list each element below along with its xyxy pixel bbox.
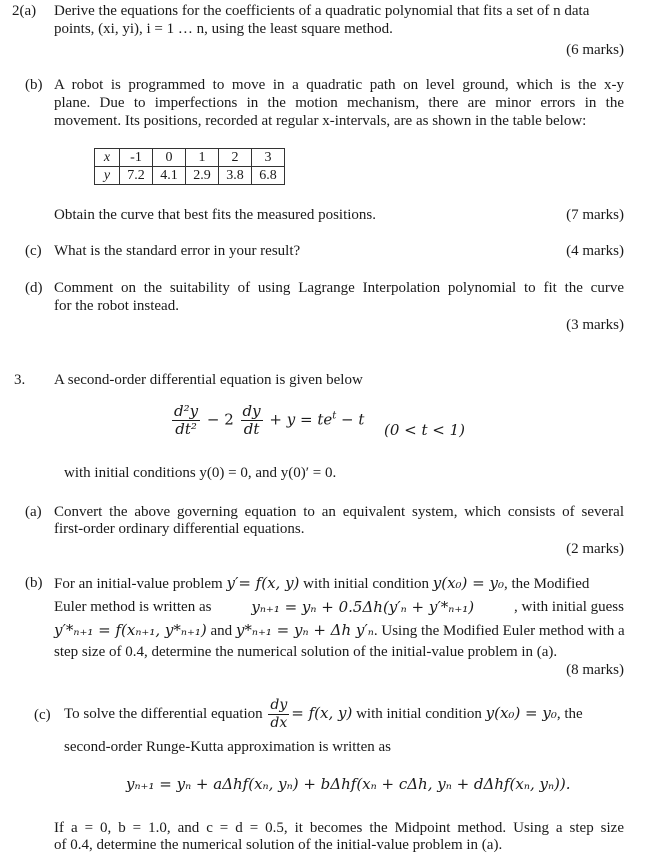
d2y: d²y xyxy=(174,402,199,420)
fraction-d2y-dt2 xyxy=(172,403,200,438)
q3-conditions: with initial conditions y(0) = 0, and y(0)′ = 0. xyxy=(64,465,337,481)
robot-positions-table xyxy=(94,148,285,185)
table-cell: -1 xyxy=(120,149,153,167)
q2a-line2: points, (xi, yi), i = 1 … n, using the least square method. xyxy=(54,21,393,37)
q2d-label: (d) xyxy=(25,280,43,296)
q2b-line2: plane. Due to imperfections in the motion mechanism, there are minor errors in the xyxy=(54,95,624,111)
q3b-line2 xyxy=(54,599,624,616)
table-header-x: x xyxy=(95,149,120,167)
differential-equation xyxy=(170,403,364,438)
dt2: dt² xyxy=(175,420,197,438)
equation-range: (0 < t < 1) xyxy=(384,421,466,439)
ivp-equation: y′= f(x, y) xyxy=(226,574,300,592)
dt: dt xyxy=(243,420,260,438)
table-cell: 0 xyxy=(153,149,186,167)
q2c-text: What is the standard error in your result? xyxy=(54,243,301,259)
dy: dy xyxy=(242,402,261,420)
q3-number: 3. xyxy=(14,372,26,388)
modified-euler-formula: yₙ₊₁ = yₙ + 0.5Δh(y′ₙ + y′*ₙ₊₁) xyxy=(251,598,475,616)
predictor-formula: y*ₙ₊₁ = yₙ + Δh y′ₙ xyxy=(235,621,374,639)
fraction-dy-dx xyxy=(268,697,289,732)
table-cell: 2.9 xyxy=(186,167,219,185)
fraction-dy-dt xyxy=(241,403,263,438)
initial-condition: y(x₀) = y₀ xyxy=(485,703,557,722)
q3b-line3 xyxy=(54,622,624,640)
q3b-line1 xyxy=(54,575,624,593)
q2c-marks: (4 marks) xyxy=(566,243,624,259)
q3a-label: (a) xyxy=(25,504,42,520)
q2b-line1: A robot is programmed to move in a quadratic path on level ground, which is the x-y xyxy=(54,77,624,93)
table-cell: 3.8 xyxy=(219,167,252,185)
q3c-line2: second-order Runge-Kutta approximation is written as xyxy=(64,739,391,755)
table-cell: 6.8 xyxy=(252,167,285,185)
runge-kutta-formula: yₙ₊₁ = yₙ + aΔhf(xₙ, yₙ) + bΔhf(xₙ + cΔh, yₙ + dΔhf(xₙ, yₙ)). xyxy=(126,775,571,793)
q3b-line4: step size of 0.4, determine the numerical solution of the initial-value problem in (a). xyxy=(54,644,558,660)
q3b-line2-text2: , with initial guess xyxy=(513,599,624,615)
q3c-label: (c) xyxy=(34,707,51,723)
q3c-line1-text: To solve the differential equation xyxy=(64,705,263,722)
table-row-x xyxy=(95,149,285,167)
q2a-marks: (6 marks) xyxy=(566,42,624,58)
initial-guess-formula: y′*ₙ₊₁ = f(xₙ₊₁, y*ₙ₊₁) xyxy=(54,621,207,639)
q3b-line3-and: and xyxy=(206,623,236,639)
q3a-line2: first-order ordinary differential equations. xyxy=(54,521,305,537)
q3b-line1-text3: , the Modified xyxy=(504,576,590,592)
q3c-line1-text2: with initial condition xyxy=(352,705,486,722)
q3c-line4: of 0.4, determine the numerical solution of the initial-value problem in (a). xyxy=(54,837,503,853)
dx: dx xyxy=(270,715,288,731)
table-cell: 1 xyxy=(186,149,219,167)
q2a-line1: Derive the equations for the coefficients of a quadratic polynomial that fits a set of n data xyxy=(54,3,590,19)
table-cell: 3 xyxy=(252,149,285,167)
q2b-line3: movement. Its positions, recorded at regular x-intervals, are as shown in the table below: xyxy=(54,113,587,129)
q2d-line1: Comment on the suitability of using Lagrange Interpolation polynomial to fit the curve xyxy=(54,280,624,296)
q3b-label: (b) xyxy=(25,575,43,591)
q3c-line1-text3: , the xyxy=(556,705,583,722)
q3c-line1 xyxy=(64,697,626,732)
ode-rhs: = f(x, y) xyxy=(291,703,353,722)
equation-rhs2: − t xyxy=(341,410,365,429)
q3b-line1-text: For an initial-value problem xyxy=(54,576,227,592)
q3b-line2-text: Euler method is written as xyxy=(54,599,212,615)
q2d-line2: for the robot instead. xyxy=(54,298,179,314)
table-header-y: y xyxy=(95,167,120,185)
exponent-t: t xyxy=(332,410,337,422)
dy: dy xyxy=(270,697,288,713)
q3a-line1: Convert the above governing equation to an equivalent system, which consists of several xyxy=(54,504,624,520)
q2d-marks: (3 marks) xyxy=(566,317,624,333)
q2b-marks: (7 marks) xyxy=(566,207,624,223)
q3b-marks: (8 marks) xyxy=(566,662,624,678)
q2b-label: (b) xyxy=(25,77,43,93)
q3a-marks: (2 marks) xyxy=(566,541,624,557)
q2c-label: (c) xyxy=(25,243,42,259)
table-cell: 7.2 xyxy=(120,167,153,185)
q3b-line3-text: . Using the Modified Euler method with a xyxy=(373,623,625,639)
table-cell: 2 xyxy=(219,149,252,167)
minus-two: − 2 xyxy=(206,410,234,429)
q2b-task: Obtain the curve that best fits the measured positions. xyxy=(54,207,377,223)
initial-condition: y(x₀) = y₀ xyxy=(432,574,504,592)
table-row-y xyxy=(95,167,285,185)
equation-rhs: + y = te xyxy=(269,410,333,429)
q3b-line1-text2: with initial condition xyxy=(299,576,433,592)
table-cell: 4.1 xyxy=(153,167,186,185)
q3-intro: A second-order differential equation is given below xyxy=(54,372,363,388)
q2a-label: 2(a) xyxy=(12,3,37,19)
q3c-line3: If a = 0, b = 1.0, and c = d = 0.5, it becomes the Midpoint method. Using a step size xyxy=(54,820,624,836)
